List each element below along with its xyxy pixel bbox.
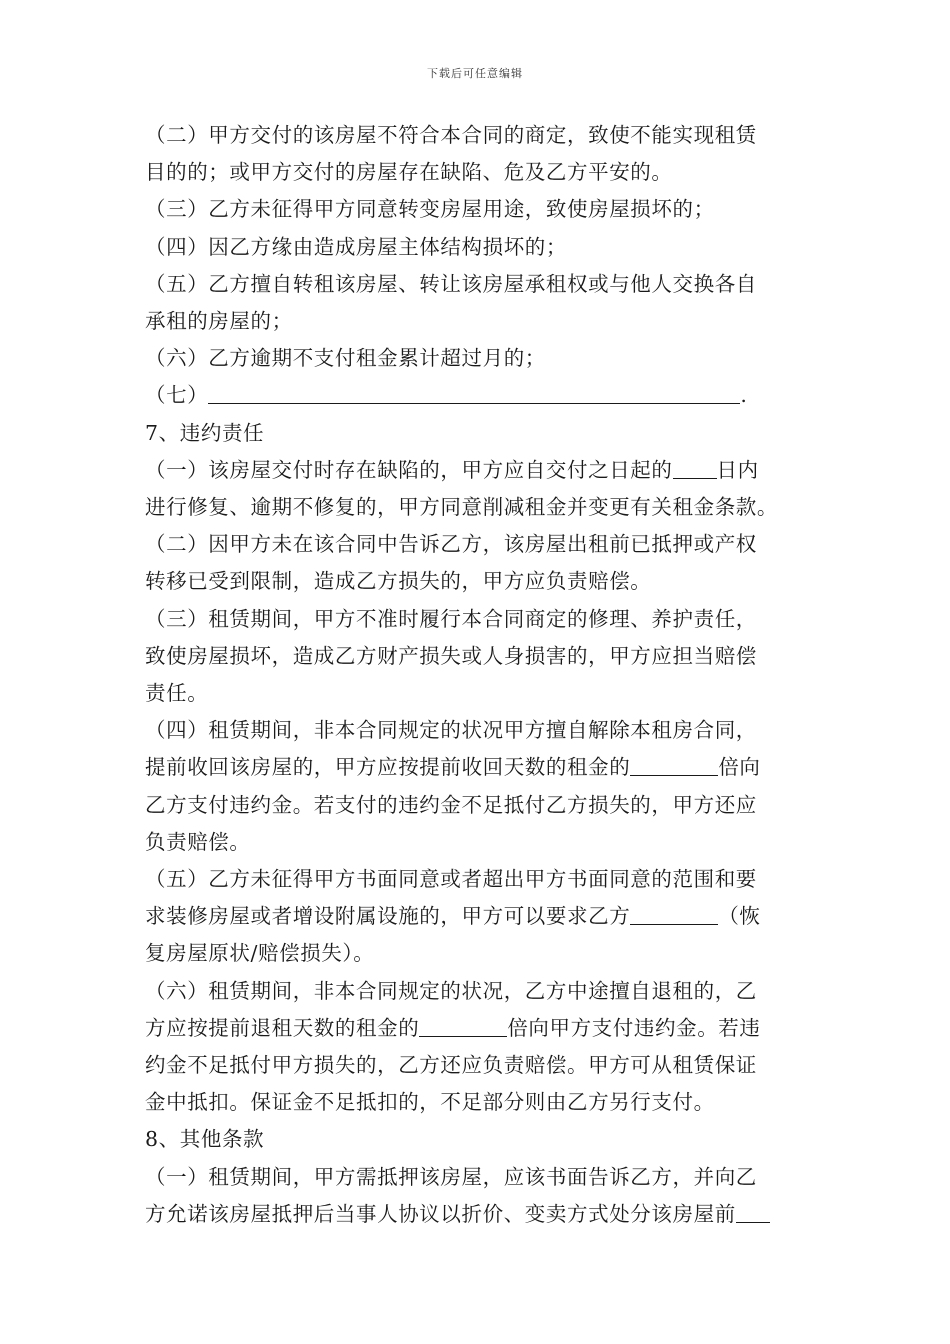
text-line: 责任。 (145, 681, 209, 706)
fill-in-blank[interactable] (419, 1014, 507, 1037)
text-line: （五）乙方擅自转租该房屋、转让该房屋承租权或与他人交换各自 (145, 271, 757, 296)
text-line (145, 1010, 810, 1047)
text-line: 进行修复、逾期不修复的，甲方同意削减租金并变更有关租金条款。 (145, 495, 778, 520)
text-segment: （一）该房屋交付时存在缺陷的，甲方应自交付之日起的 (145, 457, 673, 482)
text-segment: （恢 (718, 904, 761, 929)
fill-in-blank[interactable] (208, 381, 740, 404)
text-line (145, 452, 810, 489)
text-line: （一）租赁期间，甲方需抵押该房屋，应该书面告诉乙方，并向乙 (145, 1164, 757, 1189)
text-line (145, 1196, 810, 1233)
section-heading: 8、其他条款 (145, 1127, 265, 1152)
text-line (145, 749, 810, 786)
fill-in-blank[interactable] (630, 753, 718, 776)
text-line (145, 377, 810, 414)
text-line: （二）因甲方未在该合同中告诉乙方，该房屋出租前已抵押或产权 (145, 532, 757, 557)
text-segment: 求装修房屋或者增设附属设施的，甲方可以要求乙方 (145, 904, 631, 929)
text-line: 目的的；或甲方交付的房屋存在缺陷、危及乙方平安的。 (145, 160, 673, 185)
text-line: 负责赔偿。 (145, 829, 251, 854)
text-line: 承租的房屋的； (145, 309, 293, 334)
text-line: 约金不足抵付甲方损失的，乙方还应负责赔偿。甲方可从租赁保证 (145, 1053, 757, 1078)
text-line: 转移已受到限制，造成乙方损失的，甲方应负责赔偿。 (145, 569, 652, 594)
page-header: 下载后可任意编辑 (427, 67, 523, 80)
text-segment: 提前收回该房屋的，甲方应按提前收回天数的租金的 (145, 755, 631, 780)
fill-in-blank[interactable] (736, 1200, 770, 1223)
text-segment: 倍向甲方支付违约金。若违 (507, 1015, 761, 1040)
text-line: （二）甲方交付的该房屋不符合本合同的商定，致使不能实现租赁 (145, 123, 757, 147)
text-line: （六）租赁期间，非本合同规定的状况，乙方中途擅自退租的，乙 (145, 978, 757, 1003)
clause-number: （七） (145, 383, 209, 408)
text-line: （三）乙方未征得甲方同意转变房屋用途，致使房屋损坏的； (145, 197, 715, 222)
text-line (145, 898, 810, 935)
text-line: （六）乙方逾期不支付租金累计超过月的； (145, 346, 546, 371)
line-end-mark: . (740, 383, 748, 408)
fill-in-blank[interactable] (673, 456, 717, 479)
text-line: 金中抵扣。保证金不足抵扣的，不足部分则由乙方另行支付。 (145, 1090, 715, 1115)
text-line: 乙方支付违约金。若支付的违约金不足抵付乙方损失的，甲方还应 (145, 792, 757, 817)
text-segment: 方允诺该房屋抵押后当事人协议以折价、变卖方式处分该房屋前 (145, 1201, 736, 1226)
text-line: 复房屋原状/赔偿损失）。 (145, 941, 375, 966)
text-segment: 倍向 (718, 755, 761, 780)
document-body (145, 117, 810, 1233)
text-line: （五）乙方未征得甲方书面同意或者超出甲方书面同意的范围和要 (145, 867, 757, 892)
text-line: （三）租赁期间，甲方不准时履行本合同商定的修理、养护责任， (145, 606, 757, 631)
fill-in-blank[interactable] (630, 902, 718, 925)
section-heading: 7、违约责任 (145, 420, 265, 445)
text-line: （四）租赁期间，非本合同规定的状况甲方擅自解除本租房合同， (145, 718, 757, 743)
text-segment: 日内 (716, 457, 759, 482)
text-line: （四）因乙方缘由造成房屋主体结构损坏的； (145, 234, 567, 259)
text-line: 致使房屋损坏，造成乙方财产损失或人身损害的，甲方应担当赔偿 (145, 643, 757, 668)
text-segment: 方应按提前退租天数的租金的 (145, 1015, 420, 1040)
